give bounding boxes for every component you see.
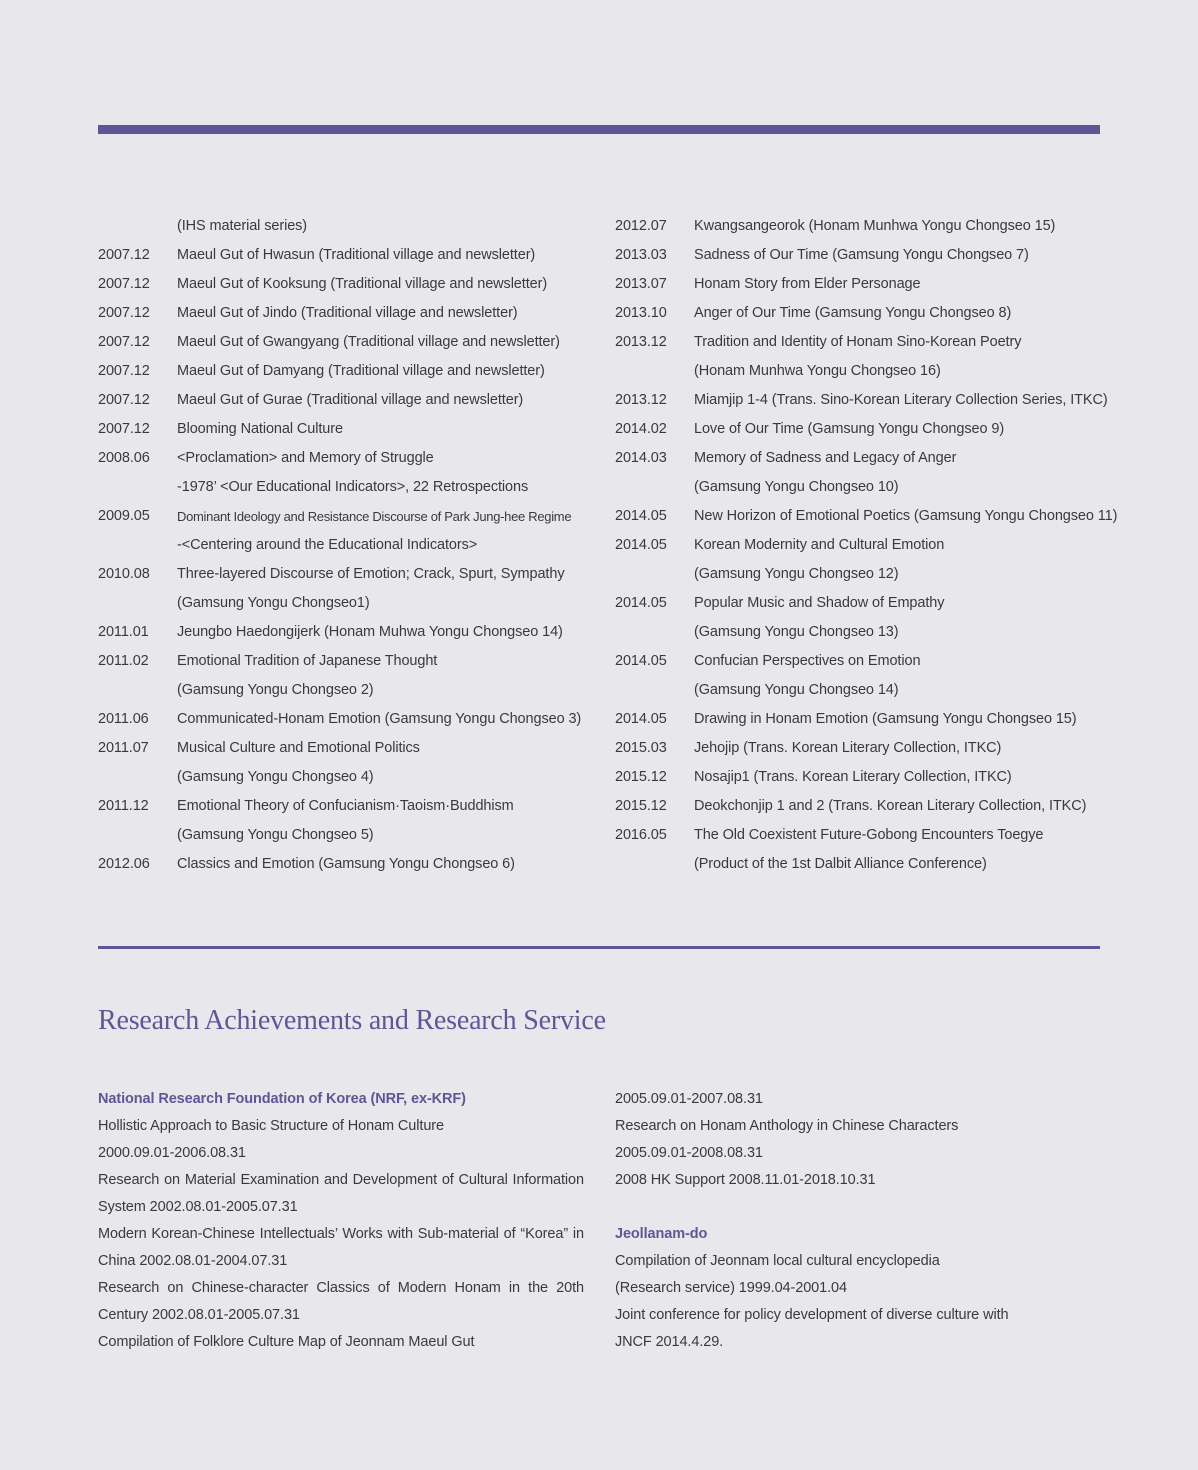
publication-date: 2013.12 — [615, 334, 667, 350]
publication-title: <Proclamation> and Memory of Struggle — [177, 450, 434, 466]
publication-row — [98, 560, 608, 589]
publication-row — [615, 328, 1105, 357]
publication-date: 2007.12 — [98, 363, 150, 379]
publication-row — [98, 821, 608, 850]
publication-date: 2014.05 — [615, 711, 667, 727]
research-entry-line: 2000.09.01-2006.08.31 — [98, 1145, 246, 1161]
publication-row — [615, 792, 1105, 821]
publication-row — [98, 415, 608, 444]
publication-row — [98, 763, 608, 792]
publication-title: -<Centering around the Educational Indicators> — [177, 537, 478, 553]
publication-date — [98, 589, 177, 618]
research-entry-line: 2008 HK Support 2008.11.01-2018.10.31 — [615, 1172, 876, 1188]
publication-date: 2015.12 — [615, 769, 667, 785]
publication-row — [98, 473, 608, 502]
research-entry-line: 2005.09.01-2008.08.31 — [615, 1145, 763, 1161]
publication-title: (Gamsung Yongu Chongseo 5) — [177, 827, 374, 843]
publication-title: Jeungbo Haedongijerk (Honam Muhwa Yongu Chongseo 14) — [177, 624, 563, 640]
publication-title: Korean Modernity and Cultural Emotion — [694, 537, 945, 553]
research-right-column — [615, 1086, 1101, 1356]
section-title: Research Achievements and Research Service — [98, 1005, 606, 1036]
publication-date — [615, 850, 694, 879]
publication-title: (Gamsung Yongu Chongseo 4) — [177, 769, 374, 785]
publication-title: Sadness of Our Time (Gamsung Yongu Chongseo 7) — [694, 247, 1029, 263]
publication-row — [98, 212, 608, 241]
publication-date: 2013.07 — [615, 276, 667, 292]
publication-date: 2013.10 — [615, 305, 667, 321]
top-divider-bar — [98, 125, 1100, 134]
publication-title: (Gamsung Yongu Chongseo 12) — [694, 566, 899, 582]
publication-row — [615, 821, 1105, 850]
publication-row — [98, 647, 608, 676]
research-entry-line: JNCF 2014.4.29. — [615, 1334, 724, 1350]
publication-row — [615, 850, 1105, 879]
publication-date: 2016.05 — [615, 827, 667, 843]
research-entry-line: China 2002.08.01-2004.07.31 — [98, 1253, 288, 1269]
publication-title: New Horizon of Emotional Poetics (Gamsung Yongu Chongseo 11) — [694, 508, 1118, 524]
publication-date — [615, 676, 694, 705]
publication-row — [98, 241, 608, 270]
publication-title: -1978’ <Our Educational Indicators>, 22 Retrospections — [177, 479, 529, 495]
publication-title: Maeul Gut of Gurae (Traditional village and newsletter) — [177, 392, 524, 408]
publication-title: Love of Our Time (Gamsung Yongu Chongseo 9) — [694, 421, 1005, 437]
publication-title: Miamjip 1-4 (Trans. Sino-Korean Literary Collection Series, ITKC) — [694, 392, 1108, 408]
research-entry-line: Joint conference for policy development of diverse culture with — [615, 1307, 1009, 1323]
publication-title: (Gamsung Yongu Chongseo 13) — [694, 624, 899, 640]
publication-title: Popular Music and Shadow of Empathy — [694, 595, 945, 611]
publication-row — [615, 734, 1105, 763]
publication-row — [615, 212, 1105, 241]
publication-row — [615, 618, 1105, 647]
publication-title: Deokchonjip 1 and 2 (Trans. Korean Literary Collection, ITKC) — [694, 798, 1087, 814]
publication-title: Maeul Gut of Hwasun (Traditional village and newsletter) — [177, 247, 536, 263]
spacer — [615, 1194, 1101, 1221]
publication-row — [98, 299, 608, 328]
publication-date: 2013.03 — [615, 247, 667, 263]
publication-row — [98, 618, 608, 647]
funding-source-heading: Jeollanam-do — [615, 1226, 708, 1242]
publication-title: Nosajip1 (Trans. Korean Literary Collection, ITKC) — [694, 769, 1012, 785]
publication-row — [615, 502, 1118, 531]
publication-row — [98, 734, 608, 763]
publication-date: 2015.12 — [615, 798, 667, 814]
publication-title: (Gamsung Yongu Chongseo 14) — [694, 682, 899, 698]
publication-date: 2009.05 — [98, 508, 150, 524]
publication-row — [615, 647, 1105, 676]
publication-title: Blooming National Culture — [177, 421, 343, 437]
publication-row — [98, 792, 608, 821]
publication-row — [615, 676, 1105, 705]
publication-date: 2012.07 — [615, 218, 667, 234]
publication-date: 2014.05 — [615, 595, 667, 611]
publication-title: Confucian Perspectives on Emotion — [694, 653, 921, 669]
publication-date: 2008.06 — [98, 450, 150, 466]
publication-title: Maeul Gut of Jindo (Traditional village and newsletter) — [177, 305, 518, 321]
publication-title: Maeul Gut of Gwangyang (Traditional village and newsletter) — [177, 334, 560, 350]
research-entry-line: Compilation of Folklore Culture Map of Jeonnam Maeul Gut — [98, 1334, 475, 1350]
publication-row — [615, 531, 1105, 560]
publication-title: Musical Culture and Emotional Politics — [177, 740, 420, 756]
publication-date: 2012.06 — [98, 856, 150, 872]
publication-title: (Product of the 1st Dalbit Alliance Conference) — [694, 856, 987, 872]
publication-title: (Gamsung Yongu Chongseo1) — [177, 595, 370, 611]
publication-date — [615, 473, 694, 502]
publication-title: Emotional Tradition of Japanese Thought — [177, 653, 438, 669]
publication-row — [98, 589, 608, 618]
research-entry-line: Research on Chinese-character Classics of Modern Honam in the 20th — [98, 1280, 584, 1296]
publications-left-column — [98, 212, 608, 879]
publication-date: 2007.12 — [98, 334, 150, 350]
publication-date: 2014.05 — [615, 508, 667, 524]
publication-date: 2011.06 — [98, 711, 149, 727]
publication-title: (IHS material series) — [177, 218, 308, 234]
publication-row — [98, 705, 608, 734]
research-entry-line: Modern Korean-Chinese Intellectuals’ Works with Sub-material of “Korea” in — [98, 1226, 584, 1242]
publication-date — [615, 618, 694, 647]
publication-title: The Old Coexistent Future-Gobong Encounters Toegye — [694, 827, 1044, 843]
research-entry-line: System 2002.08.01-2005.07.31 — [98, 1199, 298, 1215]
publication-date: 2015.03 — [615, 740, 667, 756]
publication-row — [615, 241, 1105, 270]
research-entry-line: Century 2002.08.01-2005.07.31 — [98, 1307, 300, 1323]
publication-date: 2011.07 — [98, 740, 149, 756]
publication-title: Drawing in Honam Emotion (Gamsung Yongu Chongseo 15) — [694, 711, 1077, 727]
publication-date: 2011.02 — [98, 653, 149, 669]
publication-title: (Honam Munhwa Yongu Chongseo 16) — [694, 363, 941, 379]
publication-date — [98, 531, 177, 560]
research-entry-line: Hollistic Approach to Basic Structure of Honam Culture — [98, 1118, 444, 1134]
publication-row — [615, 386, 1108, 415]
publication-date: 2014.03 — [615, 450, 667, 466]
publication-date — [98, 763, 177, 792]
research-entry-line: Compilation of Jeonnam local cultural encyclopedia — [615, 1253, 940, 1269]
publication-title: Maeul Gut of Kooksung (Traditional village and newsletter) — [177, 276, 548, 292]
publication-date — [98, 473, 177, 502]
publication-title: Anger of Our Time (Gamsung Yongu Chongseo 8) — [694, 305, 1012, 321]
research-entry-line: Research on Material Examination and Development of Cultural Information — [98, 1172, 584, 1188]
publication-title: Tradition and Identity of Honam Sino-Korean Poetry — [694, 334, 1022, 350]
section-divider — [98, 946, 1100, 949]
publication-row — [98, 444, 608, 473]
publication-title: Dominant Ideology and Resistance Discourse of Park Jung-hee Regime — [177, 509, 572, 524]
publication-title: Classics and Emotion (Gamsung Yongu Chongseo 6) — [177, 856, 515, 872]
publication-row — [98, 270, 608, 299]
publication-date: 2013.12 — [615, 392, 667, 408]
publication-title: Maeul Gut of Damyang (Traditional village and newsletter) — [177, 363, 545, 379]
publication-row — [615, 473, 1105, 502]
publication-row — [98, 386, 608, 415]
research-entry-line: Research on Honam Anthology in Chinese Characters — [615, 1118, 959, 1134]
publication-title: Memory of Sadness and Legacy of Anger — [694, 450, 957, 466]
publication-date — [98, 212, 177, 241]
publication-row — [615, 589, 1105, 618]
publication-row — [98, 531, 608, 560]
publication-date: 2014.05 — [615, 653, 667, 669]
publication-date: 2014.05 — [615, 537, 667, 553]
publication-row — [98, 502, 608, 531]
publication-date — [615, 357, 694, 386]
publication-title: Communicated-Honam Emotion (Gamsung Yongu Chongseo 3) — [177, 711, 582, 727]
publication-date: 2011.01 — [98, 624, 149, 640]
publication-title: (Gamsung Yongu Chongseo 2) — [177, 682, 374, 698]
publication-row — [615, 299, 1105, 328]
publication-date: 2014.02 — [615, 421, 667, 437]
publication-date — [98, 676, 177, 705]
funding-source-heading: National Research Foundation of Korea (NRF, ex-KRF) — [98, 1091, 466, 1107]
publication-date: 2010.08 — [98, 566, 150, 582]
publication-title: Jehojip (Trans. Korean Literary Collection, ITKC) — [694, 740, 1002, 756]
publications-right-column — [615, 212, 1118, 879]
publication-date: 2007.12 — [98, 421, 150, 437]
publication-title: Three-layered Discourse of Emotion; Crack, Spurt, Sympathy — [177, 566, 565, 582]
publication-date — [615, 560, 694, 589]
publication-row — [98, 850, 608, 879]
publication-title: Emotional Theory of Confucianism·Taoism·Buddhism — [177, 798, 514, 814]
publication-title: (Gamsung Yongu Chongseo 10) — [694, 479, 899, 495]
publication-row — [615, 763, 1105, 792]
publication-row — [98, 357, 608, 386]
publication-date: 2007.12 — [98, 276, 150, 292]
research-entry-line: 2005.09.01-2007.08.31 — [615, 1091, 763, 1107]
publication-row — [615, 415, 1105, 444]
publication-row — [615, 357, 1105, 386]
publication-date: 2007.12 — [98, 392, 150, 408]
publication-date: 2007.12 — [98, 247, 150, 263]
publication-date: 2007.12 — [98, 305, 150, 321]
publication-title: Honam Story from Elder Personage — [694, 276, 921, 292]
publication-row — [615, 270, 1105, 299]
publication-row — [98, 676, 608, 705]
publication-date: 2011.12 — [98, 798, 149, 814]
publication-row — [615, 444, 1105, 473]
publication-row — [615, 705, 1105, 734]
publication-row — [98, 328, 608, 357]
research-entry-line: (Research service) 1999.04-2001.04 — [615, 1280, 847, 1296]
research-left-column — [98, 1086, 584, 1356]
publication-row — [615, 560, 1105, 589]
publication-date — [98, 821, 177, 850]
publication-title: Kwangsangeorok (Honam Munhwa Yongu Chongseo 15) — [694, 218, 1056, 234]
